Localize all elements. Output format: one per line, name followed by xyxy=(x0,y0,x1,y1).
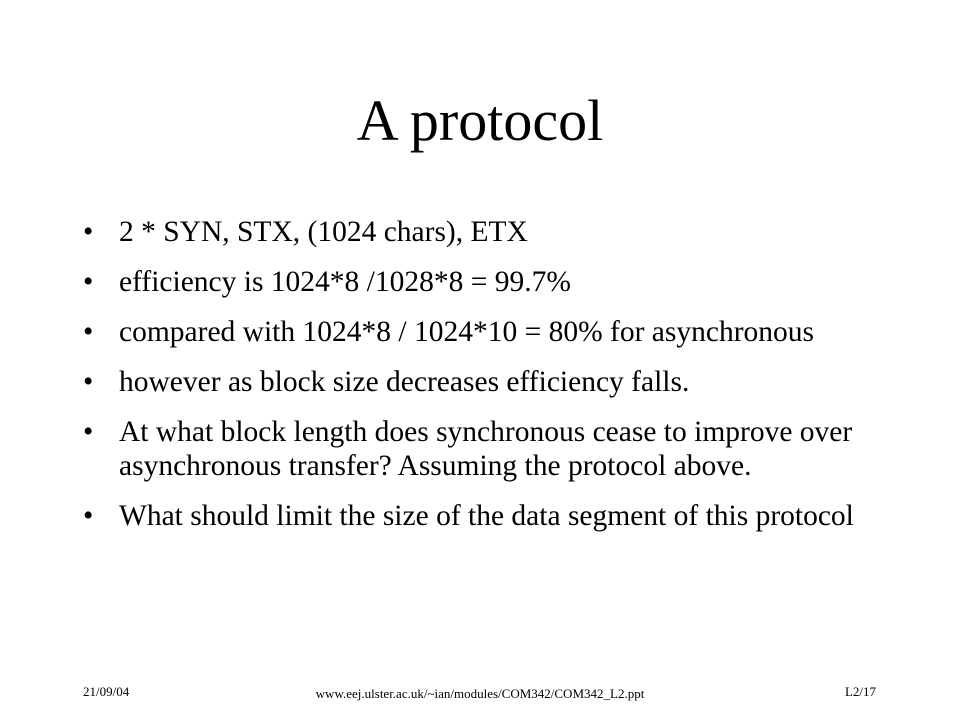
bullet-icon: • xyxy=(83,500,94,532)
bullet-icon: • xyxy=(83,266,94,298)
bullet-text: compared with 1024*8 / 1024*10 = 80% for asynchronous xyxy=(119,316,815,348)
bullet-text: efficiency is 1024*8 /1028*8 = 99.7% xyxy=(119,266,571,298)
footer-url: www.eej.ulster.ac.uk/~ian/modules/COM342/COM342_L2.ppt xyxy=(315,686,645,701)
bullet-text: What should limit the size of the data segment of this protocol xyxy=(119,500,854,532)
bullet-text: 2 * SYN, STX, (1024 chars), ETX xyxy=(119,216,528,248)
footer-page-number: L2/17 xyxy=(844,684,876,699)
slide-title: A protocol xyxy=(356,88,604,153)
bullet-text: At what block length does synchronous cease to improve over asynchronous transfer? Assuming the protocol above. xyxy=(119,416,853,482)
bullet-item xyxy=(83,415,883,483)
bullet-item xyxy=(83,265,883,299)
bullet-icon: • xyxy=(83,216,94,248)
footer-date: 21/09/04 xyxy=(83,684,130,699)
bullet-item xyxy=(83,365,883,399)
bullet-text: however as block size decreases efficiency falls. xyxy=(119,366,690,398)
bullet-icon: • xyxy=(83,416,94,448)
bullet-item xyxy=(83,315,883,349)
bullet-icon: • xyxy=(83,316,94,348)
bullet-item xyxy=(83,499,883,533)
bullet-item xyxy=(83,215,883,249)
bullet-list xyxy=(83,215,883,549)
bullet-icon: • xyxy=(83,366,94,398)
